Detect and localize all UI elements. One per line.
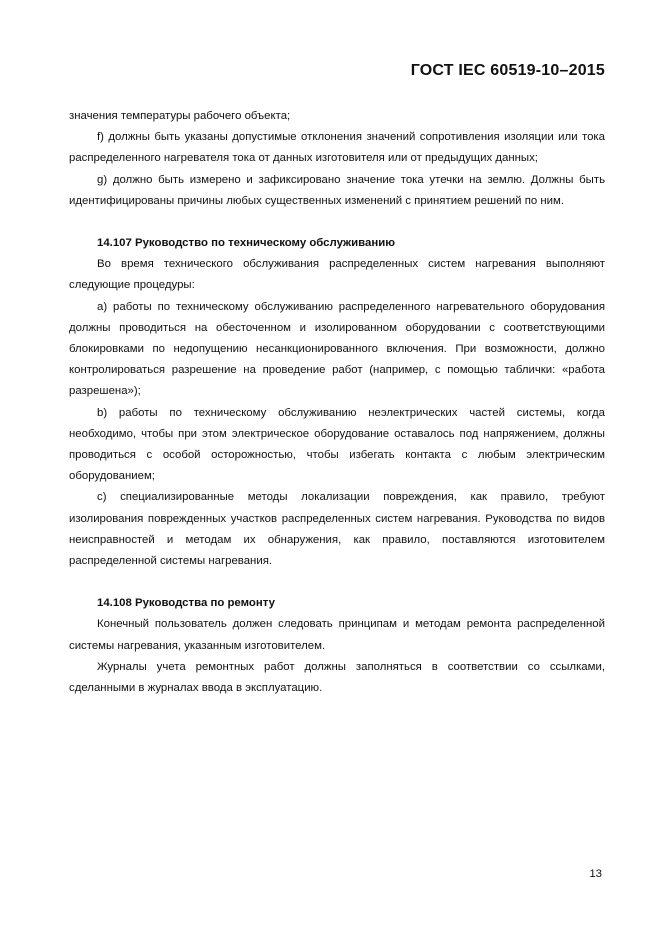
paragraph-item-a: а) работы по техническому обслуживанию распределенного нагревательного оборудования должны проводиться на обесточенном и изолированном оборудовании с соответствующими блокировками по недопущению несанкционированного включения. При возможности, должно контролироваться разрешение на проведение работ (например, с помощью таблички: «работа разрешена»); xyxy=(69,300,605,398)
paragraph-continuation: значения температуры рабочего объекта; xyxy=(69,110,291,122)
paragraph-intro: Во время технического обслуживания распределенных систем нагревания выполняют следующие процедуры: xyxy=(69,258,605,292)
paragraph-repair-2: Журналы учета ремонтных работ должны заполняться в соответствии со ссылками, сделанными в журналах ввода в эксплуатацию. xyxy=(69,660,605,695)
paragraph-item-b: b) работы по техническому обслуживанию неэлектрических частей системы, когда необходимо, чтобы при этом электрическое оборудование оставалось под напряжением, должны проводиться с особой осторожностью, чтобы избегать контакта с любым электрическим оборудованием; xyxy=(69,406,605,483)
document-body xyxy=(69,106,605,699)
section-heading-14-107: 14.107 Руководство по техническому обслуживанию xyxy=(97,237,395,250)
document-header: ГОСТ IEC 60519-10–2015 xyxy=(410,62,605,79)
section-heading-14-108: 14.108 Руководства по ремонту xyxy=(97,597,275,610)
paragraph-item-c: с) специализированные методы локализации повреждения, как правило, требуют изолирования поврежденных участков распределенных систем нагревания. Руководства по видов неисправностей и методам их обнаружения, как правило, поставляются изготовителем распределенной системы нагревания. xyxy=(69,491,605,568)
paragraph-repair-1: Конечный пользователь должен следовать принципам и методам ремонта распределенной системы нагревания, указанным изготовителем. xyxy=(69,618,605,652)
paragraph-item-f: f) должны быть указаны допустимые отклонения значений сопротивления изоляции или тока распределенного нагревателя тока от данных изготовителя или от предыдущих данных; xyxy=(69,131,605,165)
page-number: 13 xyxy=(589,868,602,880)
paragraph-item-g: g) должно быть измерено и зафиксировано значение тока утечки на землю. Должны быть идентифицированы причины любых существенных изменений с принятием решений по ним. xyxy=(69,173,605,207)
